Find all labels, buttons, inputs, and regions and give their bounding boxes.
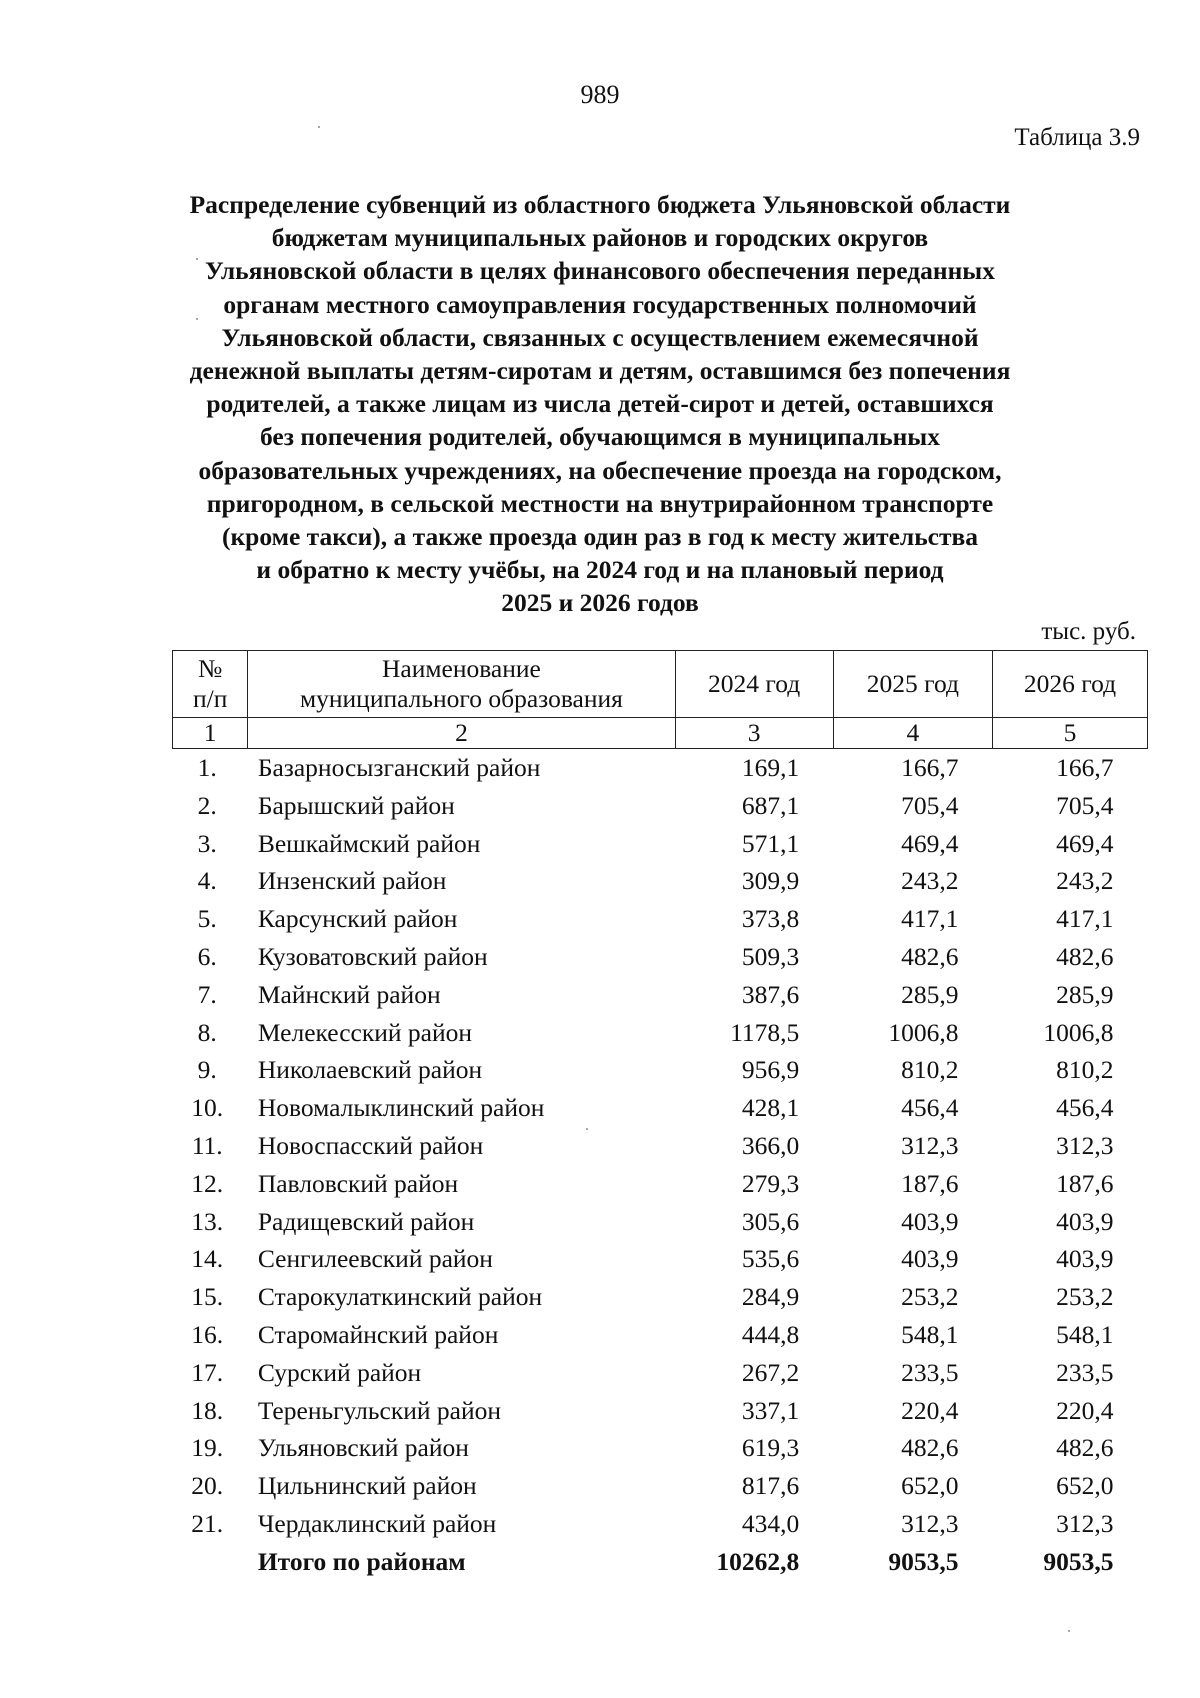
row-number: 20. bbox=[191, 1471, 224, 1501]
title-line: без попечения родителей, обучающимся в муниципальных bbox=[260, 422, 940, 452]
district-name: Мелекесский район bbox=[257, 1017, 473, 1047]
value-2024: 434,0 bbox=[741, 1508, 800, 1538]
value-2026: 233,5 bbox=[1056, 1357, 1114, 1387]
value-2025: 469,4 bbox=[901, 828, 959, 858]
total-2026: 9053,5 bbox=[1043, 1546, 1114, 1576]
row-number: 14. bbox=[191, 1244, 224, 1274]
value-2026: 243,2 bbox=[1056, 866, 1114, 896]
table-row bbox=[173, 787, 1148, 825]
table-row bbox=[173, 1354, 1148, 1392]
value-2025: 220,4 bbox=[901, 1395, 959, 1425]
title-line: Ульяновской области, связанных с осуществлением ежемесячной bbox=[221, 322, 979, 352]
row-number: 1. bbox=[197, 753, 217, 782]
district-name: Николаевский район bbox=[257, 1055, 483, 1085]
value-2025: 312,3 bbox=[901, 1508, 959, 1538]
table-title bbox=[150, 188, 1050, 620]
value-2024: 309,9 bbox=[741, 866, 800, 896]
table-row bbox=[173, 1203, 1148, 1241]
table-row bbox=[173, 825, 1148, 863]
district-name: Вешкаймский район bbox=[257, 828, 481, 858]
value-2024: 444,8 bbox=[741, 1319, 800, 1349]
header-name-line1: Наименование bbox=[382, 654, 541, 683]
district-name: Ульяновский район bbox=[257, 1433, 469, 1463]
value-2025: 548,1 bbox=[901, 1319, 959, 1349]
value-2024: 687,1 bbox=[741, 790, 800, 820]
row-number: 4. bbox=[197, 866, 217, 896]
header-num-line1: № bbox=[197, 654, 223, 683]
row-number: 9. bbox=[197, 1055, 217, 1085]
units-label: тыс. руб. bbox=[1041, 618, 1136, 645]
value-2025: 810,2 bbox=[901, 1055, 959, 1085]
value-2026: 312,3 bbox=[1056, 1130, 1114, 1160]
district-name: Сенгилеевский район bbox=[257, 1244, 493, 1274]
row-number: 2. bbox=[197, 790, 217, 820]
title-line: 2025 и 2026 годов bbox=[501, 588, 699, 618]
value-2026: 482,6 bbox=[1056, 1433, 1114, 1463]
title-line: пригородном, в сельской местности на внутрирайонном транспорте bbox=[206, 488, 994, 518]
value-2024: 387,6 bbox=[741, 979, 800, 1009]
district-name: Чердаклинский район bbox=[257, 1508, 497, 1538]
table-row bbox=[173, 862, 1148, 900]
row-number: 10. bbox=[191, 1093, 224, 1123]
table-row bbox=[173, 1127, 1148, 1165]
column-index: 4 bbox=[833, 718, 992, 749]
total-row bbox=[173, 1543, 1148, 1581]
value-2026: 285,9 bbox=[1056, 979, 1114, 1009]
table-row bbox=[173, 1316, 1148, 1354]
total-2024: 10262,8 bbox=[716, 1546, 800, 1576]
district-name: Новоспасский район bbox=[257, 1130, 484, 1160]
row-number: 8. bbox=[197, 1017, 217, 1047]
value-2024: 366,0 bbox=[741, 1130, 800, 1160]
scan-speck bbox=[318, 126, 320, 128]
title-line: (кроме такси), а также проезда один раз в год к месту жительства bbox=[221, 522, 979, 552]
row-number: 21. bbox=[191, 1508, 224, 1538]
scan-speck bbox=[1068, 1630, 1070, 1632]
district-name: Инзенский район bbox=[257, 866, 447, 896]
value-2024: 535,6 bbox=[741, 1244, 800, 1274]
value-2026: 220,4 bbox=[1056, 1395, 1114, 1425]
header-2026: 2026 год bbox=[993, 651, 1148, 718]
district-name: Кузоватовский район bbox=[257, 941, 488, 971]
value-2024: 817,6 bbox=[741, 1471, 800, 1501]
value-2024: 169,1 bbox=[741, 753, 800, 782]
value-2024: 305,6 bbox=[741, 1206, 800, 1236]
value-2024: 619,3 bbox=[741, 1433, 800, 1463]
subvention-table bbox=[172, 650, 1148, 1581]
title-line: органам местного самоуправления государственных полномочий bbox=[223, 289, 977, 319]
total-2025: 9053,5 bbox=[888, 1546, 959, 1576]
title-line: денежной выплаты детям-сиротам и детям, оставшимся без попечения bbox=[189, 356, 1011, 386]
value-2024: 284,9 bbox=[741, 1282, 800, 1312]
column-index: 2 bbox=[248, 718, 675, 749]
header-name bbox=[248, 651, 675, 718]
header-2024: 2024 год bbox=[675, 651, 833, 718]
table-row bbox=[173, 1051, 1148, 1089]
value-2024: 571,1 bbox=[741, 828, 800, 858]
table-row bbox=[173, 1467, 1148, 1505]
district-name: Старомайнский район bbox=[257, 1319, 499, 1349]
column-index: 1 bbox=[173, 718, 248, 749]
value-2026: 469,4 bbox=[1056, 828, 1114, 858]
table-row bbox=[173, 976, 1148, 1014]
value-2025: 403,9 bbox=[901, 1206, 959, 1236]
table-row bbox=[173, 1429, 1148, 1467]
title-line: бюджетам муниципальных районов и городских округов bbox=[271, 223, 929, 253]
value-2025: 403,9 bbox=[901, 1244, 959, 1274]
row-number: 6. bbox=[197, 941, 217, 971]
value-2025: 1006,8 bbox=[888, 1017, 959, 1047]
value-2026: 548,1 bbox=[1056, 1319, 1114, 1349]
header-name-line2: муниципального образования bbox=[300, 684, 623, 713]
row-number: 7. bbox=[197, 979, 217, 1009]
table-row bbox=[173, 1014, 1148, 1052]
value-2025: 456,4 bbox=[901, 1093, 959, 1123]
district-name: Майнский район bbox=[257, 979, 441, 1009]
value-2025: 253,2 bbox=[901, 1282, 959, 1312]
value-2026: 187,6 bbox=[1056, 1168, 1114, 1198]
header-2025: 2025 год bbox=[833, 651, 992, 718]
row-number: 3. bbox=[197, 828, 217, 858]
value-2026: 403,9 bbox=[1056, 1244, 1114, 1274]
row-number: 17. bbox=[191, 1357, 224, 1387]
title-line: родителей, а также лицам из числа детей-сирот и детей, оставшихся bbox=[206, 389, 994, 419]
value-2024: 373,8 bbox=[741, 904, 800, 934]
district-name: Новомалыклинский район bbox=[257, 1093, 545, 1123]
table-row bbox=[173, 1240, 1148, 1278]
table-row bbox=[173, 900, 1148, 938]
district-name: Тереньгульский район bbox=[257, 1395, 502, 1425]
value-2024: 279,3 bbox=[741, 1168, 800, 1198]
row-number: 16. bbox=[191, 1319, 224, 1349]
district-name: Барышский район bbox=[257, 790, 455, 820]
value-2024: 267,2 bbox=[741, 1357, 800, 1387]
district-name: Базарносызганский район bbox=[257, 753, 541, 782]
table-row bbox=[173, 1392, 1148, 1430]
value-2025: 243,2 bbox=[901, 866, 959, 896]
district-name: Карсунский район bbox=[257, 904, 458, 934]
header-num bbox=[173, 651, 248, 718]
district-name: Цильнинский район bbox=[257, 1471, 477, 1501]
district-name: Павловский район bbox=[257, 1168, 459, 1198]
column-index-row bbox=[173, 718, 1148, 749]
value-2026: 810,2 bbox=[1056, 1055, 1114, 1085]
title-line: и обратно к месту учёбы, на 2024 год и на плановый период bbox=[256, 555, 944, 585]
value-2025: 652,0 bbox=[901, 1471, 959, 1501]
row-number: 13. bbox=[191, 1206, 224, 1236]
title-line: образовательных учреждениях, на обеспечение проезда на городском, bbox=[198, 455, 1002, 485]
value-2025: 166,7 bbox=[901, 753, 959, 782]
row-number: 11. bbox=[191, 1130, 223, 1160]
table-label: Таблица 3.9 bbox=[1014, 124, 1140, 151]
row-number: 18. bbox=[191, 1395, 224, 1425]
total-num-empty bbox=[173, 1543, 248, 1581]
row-number: 12. bbox=[191, 1168, 224, 1198]
header-num-line2: п/п bbox=[192, 684, 228, 713]
table-row bbox=[173, 938, 1148, 976]
value-2026: 456,4 bbox=[1056, 1093, 1114, 1123]
value-2026: 253,2 bbox=[1056, 1282, 1114, 1312]
table-row bbox=[173, 1165, 1148, 1203]
value-2025: 187,6 bbox=[901, 1168, 959, 1198]
row-number: 15. bbox=[191, 1282, 224, 1312]
value-2026: 482,6 bbox=[1056, 941, 1114, 971]
page-number: 989 bbox=[580, 80, 620, 109]
value-2024: 428,1 bbox=[741, 1093, 800, 1123]
district-name: Радищевский район bbox=[257, 1206, 475, 1236]
value-2025: 482,6 bbox=[901, 941, 959, 971]
value-2025: 285,9 bbox=[901, 979, 959, 1009]
value-2026: 652,0 bbox=[1056, 1471, 1114, 1501]
value-2026: 417,1 bbox=[1056, 904, 1114, 934]
scan-speck bbox=[196, 318, 198, 320]
column-index: 3 bbox=[675, 718, 833, 749]
table-row bbox=[173, 749, 1148, 787]
row-number: 5. bbox=[197, 904, 217, 934]
value-2025: 417,1 bbox=[901, 904, 959, 934]
value-2025: 482,6 bbox=[901, 1433, 959, 1463]
table-row bbox=[173, 1089, 1148, 1127]
value-2024: 509,3 bbox=[741, 941, 800, 971]
total-label: Итого по районам bbox=[257, 1546, 466, 1576]
district-name: Сурский район bbox=[257, 1357, 422, 1387]
title-line: Распределение субвенций из областного бюджета Ульяновской области bbox=[189, 190, 1011, 219]
row-number: 19. bbox=[191, 1433, 224, 1463]
value-2024: 1178,5 bbox=[730, 1017, 800, 1047]
value-2025: 312,3 bbox=[901, 1130, 959, 1160]
title-line: Ульяновской области в целях финансового обеспечения переданных bbox=[205, 256, 995, 286]
column-index: 5 bbox=[993, 718, 1148, 749]
value-2026: 1006,8 bbox=[1043, 1017, 1114, 1047]
table-row bbox=[173, 1278, 1148, 1316]
scan-speck bbox=[586, 1128, 588, 1130]
scan-speck bbox=[196, 258, 198, 260]
value-2025: 705,4 bbox=[901, 790, 959, 820]
value-2026: 166,7 bbox=[1056, 753, 1114, 782]
value-2026: 705,4 bbox=[1056, 790, 1114, 820]
district-name: Старокулаткинский район bbox=[257, 1282, 543, 1312]
value-2025: 233,5 bbox=[901, 1357, 959, 1387]
value-2026: 312,3 bbox=[1056, 1508, 1114, 1538]
value-2024: 956,9 bbox=[741, 1055, 800, 1085]
table-header-row bbox=[173, 651, 1148, 718]
table-row bbox=[173, 1505, 1148, 1543]
value-2026: 403,9 bbox=[1056, 1206, 1114, 1236]
value-2024: 337,1 bbox=[741, 1395, 800, 1425]
